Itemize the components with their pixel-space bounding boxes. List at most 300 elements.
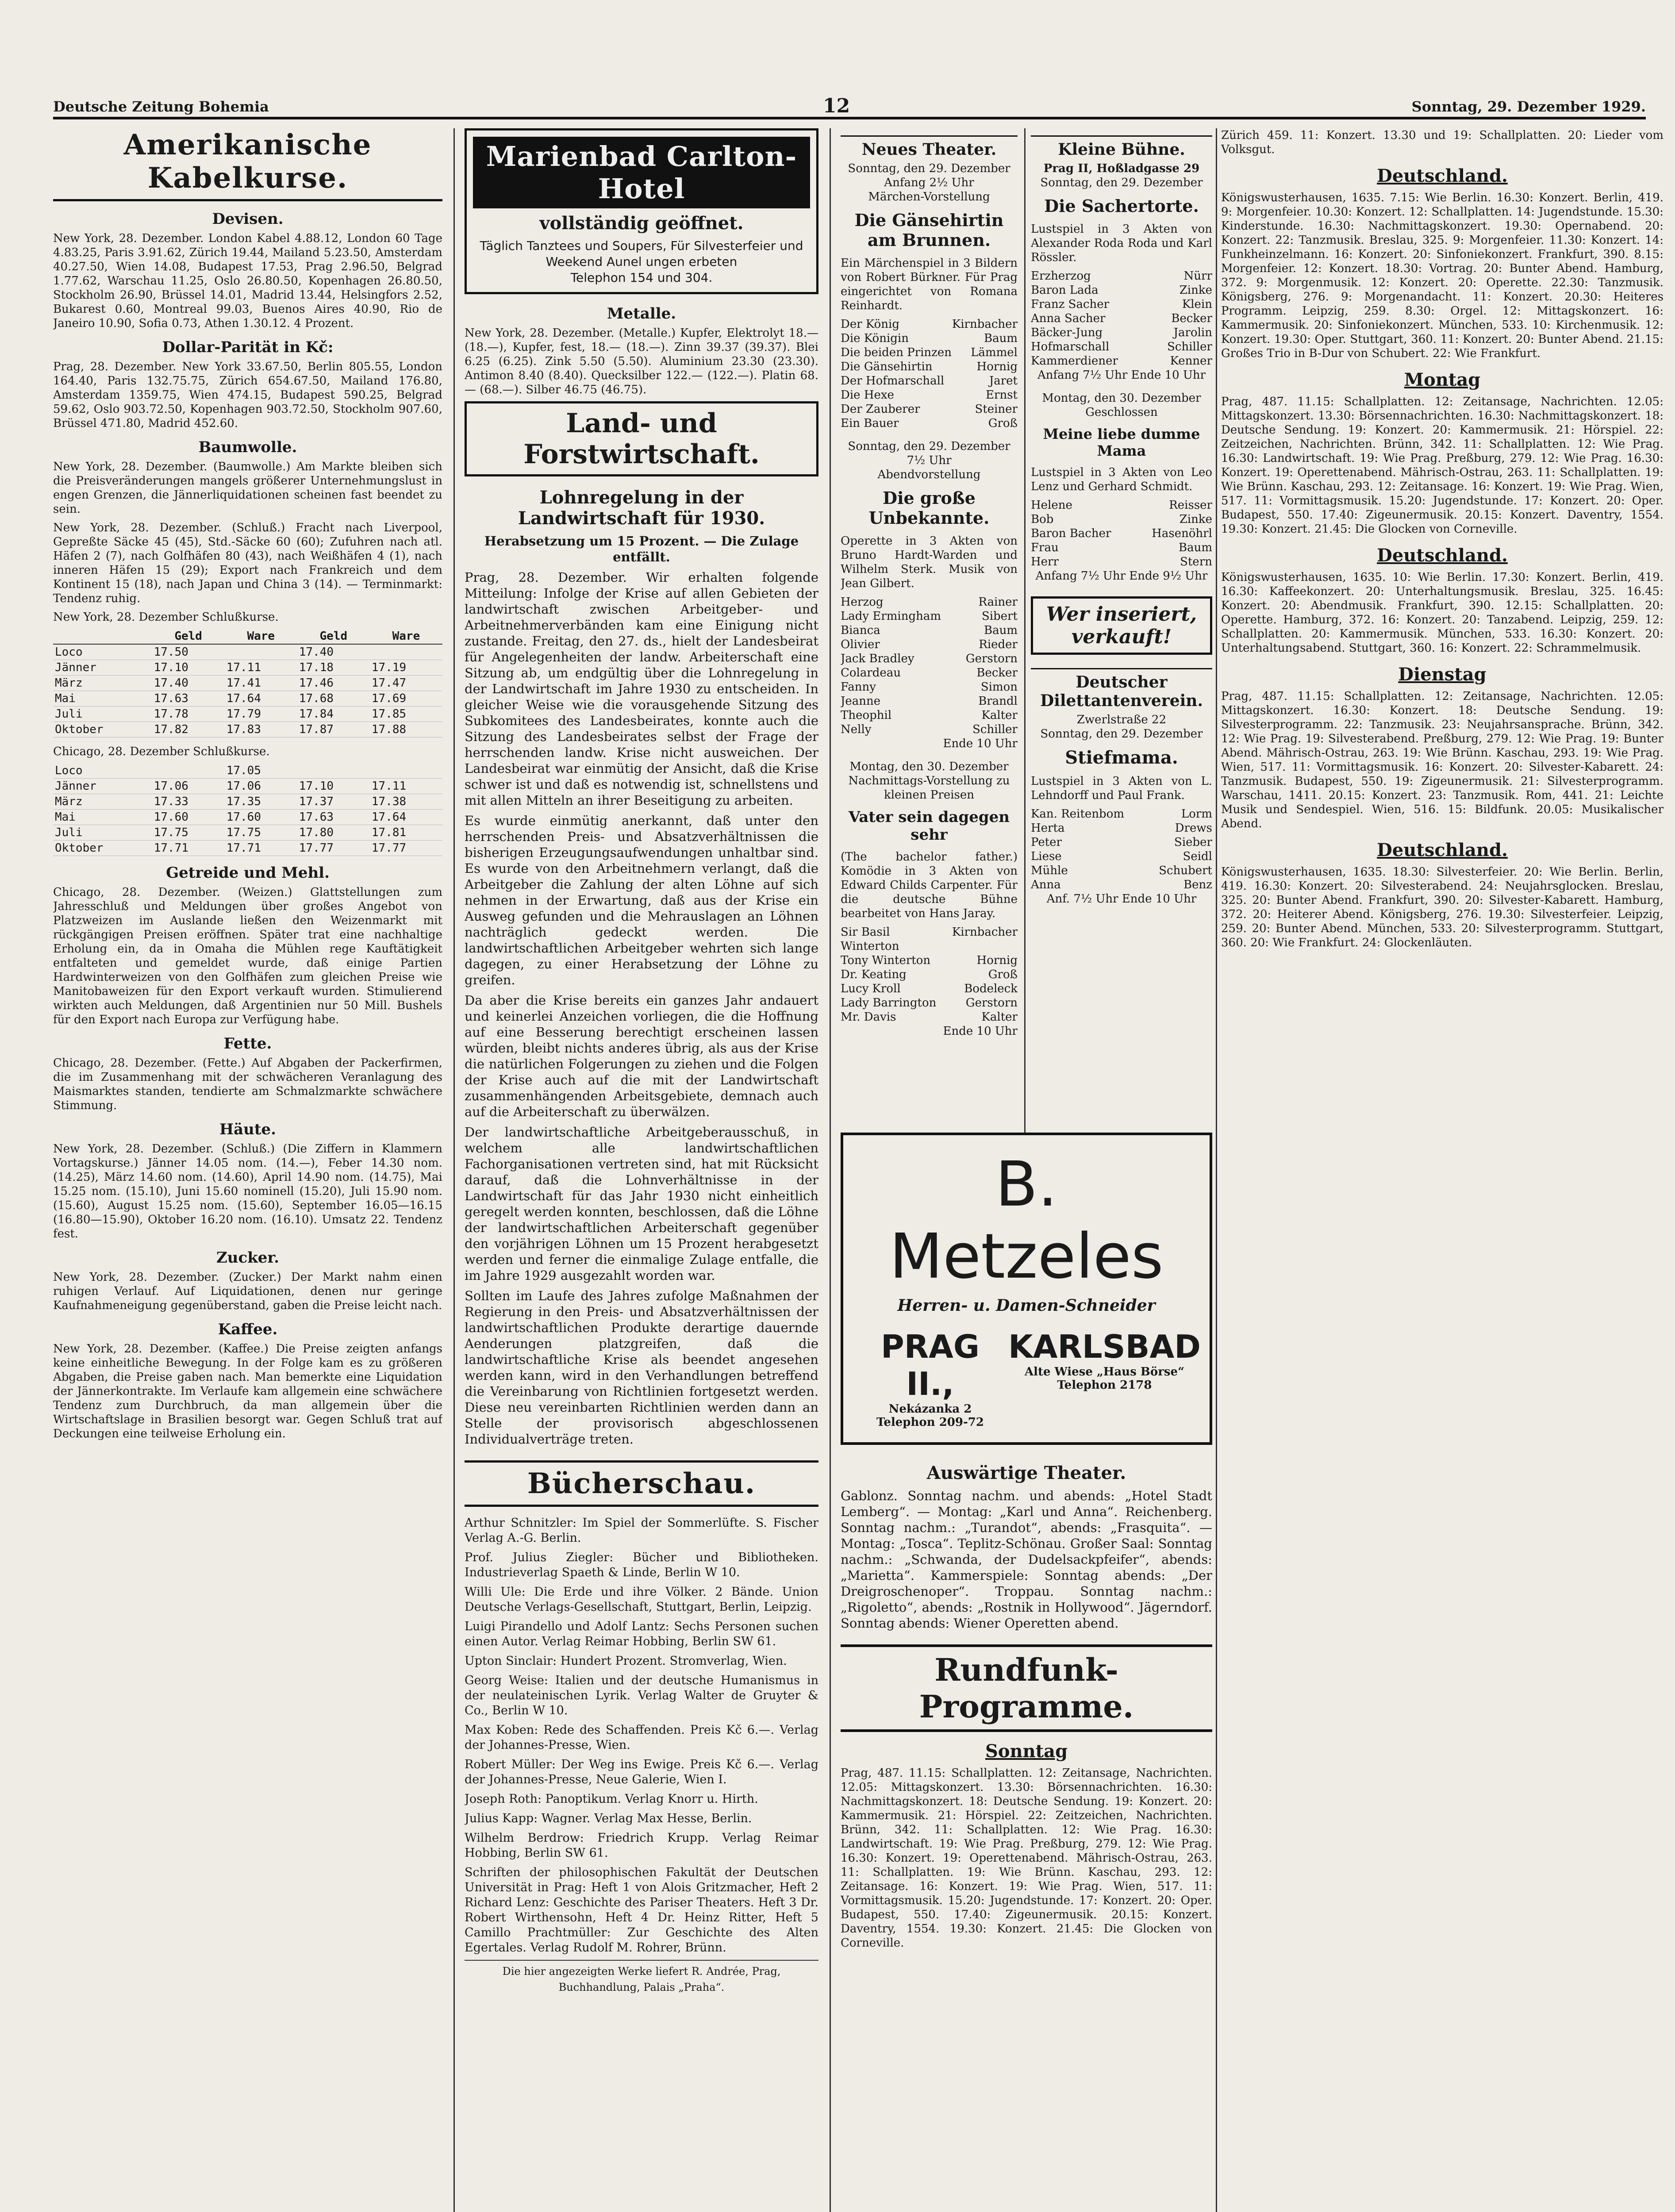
table-cell: Loco — [53, 763, 152, 779]
table-row — [53, 810, 442, 825]
cast-row — [841, 652, 1018, 666]
book-entry: Julius Kapp: Wagner. Verlag Max Hesse, Berlin. — [465, 1812, 752, 1825]
agri-paragraph: Der landwirtschaftliche Arbeitgeberausschuß, in welchem alle landwirtschaftlichen Fachorganisationen vertreten sind, hat mit Rücksicht darauf, daß die Lohnverhältnisse in der Landwirtschaft für das Jahr 1930 nicht einheitlich geregelt werden konnten, beschlossen, daß die Löhne der landwirtschaftlichen Arbeiterschaft gegenüber den vorjährigen Löhnen um 15 Prozent herabgesetzt werden und ferner die einmalige Zulage entfalle, die im Jahre 1929 ausgezahlt worden war. — [465, 1125, 818, 1283]
cast-role: Die Hexe — [841, 388, 894, 402]
table-row — [53, 841, 442, 856]
cast-row — [841, 666, 1018, 680]
table-cell: 17.64 — [370, 810, 442, 825]
column-agriculture — [465, 128, 818, 2212]
column-radio — [1221, 128, 1663, 2212]
table-cell: 17.63 — [152, 691, 225, 707]
cast-row — [1031, 849, 1212, 864]
cast-role: Olivier — [841, 638, 880, 651]
theatre-end-time: Anfang 7½ Uhr Ende 9½ Uhr — [1035, 569, 1208, 583]
cast-row — [1031, 311, 1212, 326]
table-cell: 17.81 — [370, 825, 442, 841]
table-cell: 17.41 — [225, 676, 297, 691]
table-cell: 17.11 — [225, 660, 297, 676]
cast-actor: Becker — [1171, 312, 1212, 325]
cast-actor: Kalter — [981, 709, 1018, 722]
hotel-ad-subtitle: vollständig geöffnet. — [539, 213, 744, 234]
book-entry: Max Koben: Rede des Schaffenden. Preis Kč 6.—. Verlag der Johannes-Presse, Wien. — [465, 1723, 818, 1752]
table-cell: 17.10 — [152, 660, 225, 676]
devisen-heading: Devisen. — [212, 210, 284, 228]
grain-heading: Getreide und Mehl. — [166, 864, 330, 882]
table-header: Ware — [225, 629, 297, 644]
cast-role: Sir Basil Winterton — [841, 926, 899, 953]
theatre-play-title: Vater sein dagegen sehr — [849, 808, 1010, 844]
table-cell — [225, 644, 297, 660]
table-cell: 17.40 — [152, 676, 225, 691]
table-row — [53, 707, 442, 722]
cast-actor: Ernst — [986, 388, 1018, 402]
cast-row — [1031, 512, 1212, 526]
table-cell: 17.75 — [152, 825, 225, 841]
dilettante-play: Stiefmama. — [1065, 747, 1178, 768]
metzeles-trade: Herren- u. Damen-Schneider — [897, 1296, 1156, 1315]
book-entry: Willi Ule: Die Erde und ihre Völker. 2 Bände. Union Deutsche Verlags-Gesellschaft, Stuttgart, Berlin, Leipzig. — [465, 1585, 818, 1614]
theatre-play-desc: Lustspiel in 3 Akten von Leo Lenz und Gerhard Schmidt. — [1031, 466, 1212, 493]
theatre-cast-list — [841, 317, 1018, 430]
cast-row — [1031, 283, 1212, 297]
table-cell: 17.46 — [297, 676, 370, 691]
book-entry: Wilhelm Berdrow: Friedrich Krupp. Verlag Reimar Hobbing, Berlin SW 61. — [465, 1831, 818, 1860]
hides-text: New York, 28. Dezember. (Schluß.) (Die Ziffern in Klammern Vortagskurse.) Jänner 14.05 nom. (14.—), Feber 14.30 nom. (14.25), März 14.60 nom. (14.60), April 14.90 nom. (14.75), Mai 15.25 nom. (15.10), Juni 15.60 nominell (15.20), Juli 15.90 nom. (15.60), August 15.25 nom. (15.60), September 16.05—16.15 (16.80—15.90), Oktober 16.20 nom. (16.10). Umsatz 22. Tendenz fest. — [53, 1142, 442, 1240]
agri-subtitle: Lohnregelung in der Landwirtschaft für 1930. — [518, 487, 765, 529]
cast-row — [841, 968, 1018, 982]
cast-actor: Seidl — [1183, 850, 1212, 863]
table-cell: 17.60 — [225, 810, 297, 825]
out-theatre-heading: Auswärtige Theater. — [926, 1463, 1126, 1483]
theatre-house-name: Kleine Bühne. — [1031, 135, 1212, 159]
cast-role: Franz Sacher — [1031, 298, 1110, 311]
table-cell: 17.37 — [297, 794, 370, 810]
cast-row — [841, 609, 1018, 623]
coffee-text: New York, 28. Dezember. (Kaffee.) Die Preise zeigten anfangs keine einheitliche Bewegung. In der Folge kam es zu größeren Abgaben, die Preise gaben nach. Man bemerkte eine Liquidation der Jännerkontrakte. Im Verlaufe kam allgemein eine schwächere Tendenz zum Durchbruch, da man allgemein über die Wirtschaftslage in Brasilien besorgt war. Gegen Schluß trat auf Deckungen eine teilweise Erholung ein. — [53, 1342, 442, 1440]
cotton-heading: Baumwolle. — [198, 438, 297, 456]
cast-role: Die Königin — [841, 332, 909, 345]
cast-row — [1031, 878, 1212, 892]
books-list — [465, 1516, 818, 1955]
theatre-play-title: Die Sachertorte. — [1044, 196, 1199, 216]
cast-row — [841, 680, 1018, 694]
cast-actor: Klein — [1182, 298, 1212, 311]
cast-role: Tony Winterton — [841, 954, 931, 967]
metzeles-city: KARLSBAD — [1008, 1328, 1201, 1365]
radio-day-monday: Montag — [1404, 369, 1481, 390]
cast-role: Helene — [1031, 499, 1072, 512]
theatre-cast-list — [841, 595, 1018, 737]
cast-actor: Kirnbacher — [952, 926, 1018, 939]
table-cell — [152, 763, 225, 779]
book-entry: Schriften der philosophischen Fakultät der Deutschen Universität in Prag: Heft 1 von Alois Gritzmacher, Heft 2 Richard Lenz: Geschichte des Pariser Theaters. Heft 3 Dr. Robert Wirthensohn, Heft 4 Dr. Heinz Ritter, Heft 5 Camillo Prachtmüller: Zur Geschichte des Alten Egertales. Verlag Rudolf M. Rohrer, Brünn. — [465, 1866, 818, 1955]
table-cell: 17.05 — [225, 763, 297, 779]
cast-row — [841, 402, 1018, 416]
table-cell: 17.18 — [297, 660, 370, 676]
dilettante-cast-list — [1031, 807, 1212, 892]
table-cell: 17.60 — [152, 810, 225, 825]
table-row — [53, 722, 442, 737]
cast-role: Bob — [1031, 513, 1054, 526]
radio-germany-tuesday: Königswusterhausen, 1635. 18.30: Silvesterfeier. 20: Wie Berlin. Berlin, 419. 16.30: Konzert. 20: Silvesterabend. 24: Neujahrsglocken. Breslau, 325. 20: Bunter Abend. Frankfurt, 390. 20: Silvester-Kabarett. Hamburg, 372. 20: Heiterer Abend. Königsberg, 276. 19.30: Silvesterfeier. Leipzig, 259. 20: Bunter Abend. München, 533. 20: Silvesterprogramm. Stuttgart, 360. 20: Wie Frankfurt. 24: Glockenläuten. — [1221, 865, 1663, 949]
cast-row — [841, 1010, 1018, 1024]
cast-row — [1031, 835, 1212, 849]
cast-row — [1031, 807, 1212, 821]
cast-role: Lady Ermingham — [841, 610, 941, 623]
theatre-note: Geschlossen — [1085, 406, 1158, 419]
column-finance — [53, 128, 442, 2212]
cast-row — [841, 317, 1018, 331]
table-cell — [297, 763, 370, 779]
table-cell: 17.64 — [225, 691, 297, 707]
agri-title: Land- und Forstwirtschaft. — [523, 408, 760, 470]
metzeles-address: Nekázanka 2 — [888, 1402, 972, 1416]
cast-row — [841, 637, 1018, 652]
fats-text: Chicago, 28. Dezember. (Fette.) Auf Abgaben der Packerfirmen, die im Zusammenhang mit der schwächeren Veranlagung des Maismarktes standen, tendierte am Schmalzmarkte schwächere Stimmung. — [53, 1056, 442, 1112]
dollar-text: Prag, 28. Dezember. New York 33.67.50, Berlin 805.55, London 164.40, Paris 132.75.75, Zürich 654.67.50, Mailand 176.80, Amsterdam 1359.75, Wien 474.15, Budapest 590.25, Belgrad 59.62, Oslo 903.72.50, Kopenhagen 903.72.50, Stockholm 907.60, Brüssel 471.80, Madrid 452.60. — [53, 360, 442, 430]
books-footer: Die hier angezeigten Werke liefert R. Andrée, Prag, Buchhandlung, Palais „Praha“. — [465, 1960, 818, 1995]
table-cell: 17.40 — [297, 644, 370, 660]
grain-text: Chicago, 28. Dezember. (Weizen.) Glattstellungen zum Jahresschluß und Meldungen über großes Angebot von Platzweizen im Auslande ließen den Weizenmarkt mit rückgängigen Preisen eröffnen. Später trat eine nachhaltige Erholung ein, da in Omaha die Mühlen rege Kauftätigkeit entfalteten und gemeldet wurde, daß einige Partien Hardwinterweizen von den Golfhäfen zum gleichen Preise wie Manitobaweizen für den Export verkauft wurden. Stimulierend wirkten auch Meldungen, daß Argentinien nur 50 Mill. Bushels für den Export nach Europa zur Verfügung habe. — [53, 886, 442, 1026]
metals-text: New York, 28. Dezember. (Metalle.) Kupfer, Elektrolyt 18.— (18.—), Kupfer, fest, 18.— (18.—). Zinn 39.37 (39.37). Blei 6.25 (6.25). Zink 5.50 (5.50). Aluminium 23.30 (23.30). Antimon 8.40 (8.40). Quecksilber 122.— (122.—). Platin 68.— (68.—). Silber 46.75 (46.75). — [465, 326, 818, 396]
agri-paragraph: Es wurde einmütig anerkannt, daß unter den herrschenden Preis- und Absatzverhältnissen die bisherigen Erzeugungsaufwendungen unhaltbar sind. Es wurde von den Arbeitnehmern verlangt, daß die Arbeitgeber die Zahlung der alten Löhne auf sich nehmen in der Erwartung, daß aus der Krise ein Ausweg gefunden und die Mehrauslagen an Löhnen nachträglich gedeckt werden. Die landwirtschaftlichen Arbeitgeber wehrten sich lange dagegen, zu einer Herabsetzung der Löhne zu greifen. — [465, 813, 818, 987]
cast-role: Der Hofmarschall — [841, 374, 945, 388]
hotel-ad-title: Marienbad Carlton-Hotel — [473, 137, 810, 208]
books-title: Bücherschau. — [465, 1460, 818, 1507]
table-cell: 17.87 — [297, 722, 370, 737]
radio-tuesday-text: Prag, 487. 11.15: Schallplatten. 12: Zeitansage, Nachrichten. 12.05: Mittagskonzert. 16.30: Konzert. 18: Deutsche Sendung. 19: Silvesterprogramm. 22: Tanzmusik. 23: Neujahrsansprache. Brünn, 342. 12: Wie Prag. 19: Silvesterabend. Preßburg, 279. 12: Wie Prag. 19: Bunter Abend. Mährisch-Ostrau, 263. 19: Wie Brünn. Kaschau, 293. 19: Wie Prag. Wien, 517. 11: Vormittagsmusik. 16: Konzert. 20: Silvester-Kabarett. 24: Tanzmusik. Budapest, 550. 19: Zigeunermusik. 21: Silvesterprogramm. Warschau, 1411. 20.15: Konzert. 23: Tanzmusik. Rom, 441. 21: Leichte Musik und Sendespiel. Wien, 516. 15: Bildfunk. 20.05: Musikalischer Abend. — [1221, 690, 1663, 830]
cast-role: Fanny — [841, 680, 876, 694]
table-cell: 17.50 — [152, 644, 225, 660]
dilettante-date: Sonntag, den 29. Dezember — [1040, 727, 1203, 741]
table-row — [53, 676, 442, 691]
table-cell: März — [53, 676, 152, 691]
masthead-date: Sonntag, 29. Dezember 1929. — [1411, 98, 1646, 115]
metzeles-city: PRAG II., — [880, 1328, 980, 1402]
cast-actor: Kalter — [981, 1010, 1018, 1024]
table-cell: 17.63 — [297, 810, 370, 825]
cast-actor: Groß — [988, 968, 1018, 981]
cast-actor: Zinke — [1179, 513, 1212, 526]
cast-row — [841, 722, 1018, 737]
metzeles-location-karlsbad — [1008, 1328, 1201, 1429]
cast-role: Baron Lada — [1031, 284, 1099, 297]
cast-actor: Baum — [1178, 541, 1212, 554]
radio-sunday-text: Prag, 487. 11.15: Schallplatten. 12: Zeitansage, Nachrichten. 12.05: Mittagskonzert. 13.30: Börsennachrichten. 16.30: Nachmittagskonzert. 18: Deutsche Sendung. 19: Konzert. 20: Kammermusik. 21: Hörspiel. 22: Zeitzeichen, Nachrichten. Brünn, 342. 11: Schallplatten. 12: Wie Prag. 16.30: Landwirtschaft. 19: Wie Prag. Preßburg, 279. 12: Wie Prag. 16.30: Konzert. 19: Operettenabend. Mährisch-Ostrau, 263. 11: Schallplatten. 19: Wie Brünn. Kaschau, 293. 12: Zeitansage. 16: Konzert. 19: Wie Prag. Wien, 517. 11: Vormittagsmusik. 15.20: Jugendstunde. 17: Konzert. 20: Oper. Budapest, 550. 17.40: Zigeunermusik. 20.15: Konzert. Daventry, 1554. 19.30: Konzert. 21.45: Die Glocken von Corneville. — [841, 1767, 1212, 1950]
theatre-play-desc: Ein Märchenspiel in 3 Bildern von Robert Bürkner. Für Prag eingerichtet von Romana Reinhardt. — [841, 257, 1018, 312]
cast-actor: Lorm — [1181, 807, 1212, 821]
cast-role: Bäcker-Jung — [1031, 326, 1103, 339]
cast-role: Anna Sacher — [1031, 312, 1106, 325]
table-row — [53, 794, 442, 810]
table-cell: 17.83 — [225, 722, 297, 737]
cast-role: Die beiden Prinzen — [841, 346, 952, 359]
table-cell: Mai — [53, 691, 152, 707]
cast-row — [841, 996, 1018, 1010]
cast-actor: Rainer — [978, 595, 1018, 609]
cast-actor: Groß — [988, 417, 1018, 430]
metzeles-address: Alte Wiese „Haus Börse“ — [1024, 1365, 1185, 1379]
insert-banner: Wer inseriert, verkauft! — [1031, 596, 1212, 655]
book-entry: Luigi Pirandello und Adolf Lantz: Sechs Personen suchen einen Autor. Verlag Reimar Hobbing, Berlin SW 61. — [465, 1620, 818, 1648]
cast-role: Frau — [1031, 541, 1059, 554]
table-cell — [370, 763, 442, 779]
cast-role: Colardeau — [841, 666, 901, 680]
table-cell: 17.77 — [297, 841, 370, 856]
cast-actor: Nürr — [1183, 269, 1212, 283]
cast-actor: Drews — [1175, 822, 1212, 835]
cast-role: Mr. Davis — [841, 1010, 896, 1024]
table-cell: 17.80 — [297, 825, 370, 841]
cast-row — [841, 388, 1018, 402]
table-row — [53, 779, 442, 794]
fats-heading: Fette. — [223, 1035, 272, 1052]
table-cell: 17.38 — [370, 794, 442, 810]
theatre-house-name: Neues Theater. — [841, 135, 1018, 159]
book-entry: Robert Müller: Der Weg ins Ewige. Preis Kč 6.—. Verlag der Johannes-Presse, Neue Galerie, Wien I. — [465, 1758, 818, 1786]
cast-role: Kammerdiener — [1031, 354, 1118, 368]
table-cell: 17.85 — [370, 707, 442, 722]
table-cell: 17.06 — [152, 779, 225, 794]
cast-row — [841, 374, 1018, 388]
table-header: Geld — [297, 629, 370, 644]
cast-actor: Simon — [980, 680, 1018, 694]
cast-row — [841, 982, 1018, 996]
table-cell: Mai — [53, 810, 152, 825]
cast-role: Herzog — [841, 595, 884, 609]
theatre-end-time: Ende 10 Uhr — [943, 737, 1018, 750]
cast-role: Kan. Reitenbom — [1031, 807, 1125, 821]
hotel-ad-text: Täglich Tanztees und Soupers, Für Silvesterfeier und Weekend Aunel ungen erbeten — [480, 238, 803, 269]
book-entry: Georg Weise: Italien und der deutsche Humanismus in der neulateinischen Lyrik. Verlag Walter de Gruyter & Co., Berlin W 10. — [465, 1674, 818, 1717]
lower-mid-block — [841, 1133, 1212, 2212]
cast-row — [841, 694, 1018, 708]
theatre-play-desc: (The bachelor father.) Komödie in 3 Akten von Edward Childs Carpenter. Für die deutsche Bühne bearbeitet von Hans Jaray. — [841, 850, 1018, 920]
cast-row — [1031, 541, 1212, 555]
cotton-text-2: New York, 28. Dezember. (Schluß.) Fracht nach Liverpool, Gepreßte Säcke 45 (45), Std.-Säcke 60 (60); Zufuhren nach atl. Häfen 2 (7), nach Golfhäfen 80 (43), nach Weißhäfen 4 (1), nach inneren Häfen 15 (29); Export nach Frankreich und dem Kontinent 15 (18), nach Japan und China 3 (14). — Terminmarkt: Tendenz ruhig. — [53, 521, 442, 605]
sugar-text: New York, 28. Dezember. (Zucker.) Der Markt nahm einen ruhigen Verlauf. Auf Liquidationen, denen nur geringe Kaufnahmeneigung gegenüberstand, gaben die Preise leicht nach. — [53, 1271, 442, 1312]
theatre-address: Prag II, Hoßladgasse 29 — [1043, 162, 1200, 175]
table-cell: 17.10 — [297, 779, 370, 794]
agri-header-box — [465, 401, 818, 476]
table-cell: 17.82 — [152, 722, 225, 737]
cast-actor: Gerstorn — [965, 652, 1018, 665]
cast-actor: Hornig — [976, 360, 1018, 373]
cast-role: Nelly — [841, 723, 872, 736]
radio-monday-text: Prag, 487. 11.15: Schallplatten. 12: Zeitansage, Nachrichten. 12.05: Mittagskonzert. 13.30: Börsennachrichten. 16.30: Nachmittagskonzert. 18: Deutsche Sendung. 19: Konzert. 20: Kammermusik. 21: Hörspiel. 22: Zeitzeichen, Nachrichten. Brünn, 342. 11: Schallplatten. 12: Wie Prag. 16.30: Landwirtschaft. 19: Wie Prag. Preßburg, 279. 12: Wie Prag. 16.30: Konzert. 19: Operettenabend. Mährisch-Ostrau, 263. 11: Schallplatten. 19: Wie Brünn. Kaschau, 293. 12: Zeitansage. 16: Konzert. 19: Wie Prag. Wien, 517. 11: Vormittagsmusik. 15.20: Jugendstunde. 17: Konzert. 20: Oper. Budapest, 550. 17.40: Zigeunermusik. 20.15: Konzert. Daventry, 1554. 19.30: Konzert. 21.45: Die Glocken von Corneville. — [1221, 395, 1663, 536]
theatre-end-time: Anfang 7½ Uhr Ende 10 Uhr — [1037, 369, 1206, 382]
table-row — [53, 644, 442, 660]
cast-actor: Becker — [976, 666, 1018, 680]
cast-actor: Schiller — [1167, 340, 1212, 353]
cast-role: Herr — [1031, 555, 1059, 568]
table-cell: Jänner — [53, 779, 152, 794]
cast-actor: Sieber — [1174, 836, 1212, 849]
cast-role: Liese — [1031, 850, 1062, 863]
book-entry: Joseph Roth: Panoptikum. Verlag Knorr u. Hirth. — [465, 1792, 758, 1806]
cast-row — [1031, 354, 1212, 368]
sugar-heading: Zucker. — [216, 1249, 280, 1267]
book-entry: Prof. Julius Ziegler: Bücher und Bibliotheken. Industrieverlag Spaeth & Linde, Berlin W 10. — [465, 1551, 818, 1579]
cast-actor: Kenner — [1170, 354, 1212, 368]
cast-actor: Zinke — [1179, 284, 1212, 297]
table-cell: 17.88 — [370, 722, 442, 737]
cast-actor: Benz — [1183, 878, 1212, 891]
coffee-heading: Kaffee. — [218, 1321, 278, 1338]
metzeles-advertisement — [841, 1133, 1212, 1445]
radio-intro: Zürich 459. 11: Konzert. 13.30 und 19: Schallplatten. 20: Lieder vom Volksgut. — [1221, 129, 1663, 156]
agri-paragraph: Da aber die Krise bereits ein ganzes Jahr andauert und keinerlei Anzeichen vorliegen, die die Hoffnung auf eine Besserung berechtigt erscheinen lassen würden, bleibt nichts anderes übrig, als aus der Krise die natürlichen Folgerungen zu ziehen und die Folgen der Krise auch auf die mit der Landwirtschaft zusammenhängenden Arbeitsgebiete, demnach auch auf die Arbeiterschaft zu überwälzen. — [465, 993, 818, 1119]
cast-role: Bianca — [841, 624, 880, 637]
cast-actor: Kirnbacher — [952, 318, 1018, 331]
theatre-note: Abendvorstellung — [877, 468, 981, 481]
out-theatre-text: Gablonz. Sonntag nachm. und abends: „Hotel Stadt Lemberg“. — Montag: „Karl und Anna“. Reichenberg. Sonntag nachm.: „Turandot“, abends: „Frasquita“. — Montag: „Tosca“. Teplitz-Schönau. Großer Saal: Sonntag nachm.: „Schwanda, der Dudelsackpfeifer“, abends: „Marietta“. Kammerspiele: Sonntag abends: „Der Dreigroschenoper“. Troppau. Sonntag nachm.: „Rigoletto“, abends: „Rostnik in Hollywood“. Jägerndorf. Sonntag abends: Wiener Operetten abend. — [841, 1488, 1212, 1631]
cast-role: Hofmarschall — [1031, 340, 1110, 353]
cast-actor: Reisser — [1169, 499, 1212, 512]
cast-actor: Schiller — [972, 723, 1018, 736]
cast-role: Jack Bradley — [841, 652, 914, 665]
cast-actor: Jaret — [989, 374, 1018, 388]
cast-role: Baron Bacher — [1031, 527, 1111, 540]
table-cell: 17.47 — [370, 676, 442, 691]
masthead-page-number: 12 — [823, 95, 850, 117]
cast-row — [1031, 269, 1212, 283]
cast-role: Mühle — [1031, 864, 1068, 877]
radio-heading-germany: Deutschland. — [1377, 545, 1508, 566]
cast-row — [841, 331, 1018, 346]
cotton-table-chicago — [53, 763, 442, 856]
theatre-cast-list — [1031, 498, 1212, 569]
cast-actor: Rieder — [979, 638, 1018, 651]
cotton-text: New York, 28. Dezember. (Baumwolle.) Am Markte bleiben sich die Preisveränderungen mangels größerer Unternehmungslust in engen Grenzen, die Jännerliquidationen scheinen fast beendet zu sein. — [53, 460, 442, 516]
cast-actor: Jarolin — [1173, 326, 1212, 339]
hides-heading: Häute. — [219, 1121, 277, 1138]
table-cell: 17.78 — [152, 707, 225, 722]
metzeles-name: B. Metzeles — [889, 1148, 1164, 1293]
table-cell: 17.71 — [225, 841, 297, 856]
metzeles-locations — [852, 1328, 1201, 1429]
table-cell: Jänner — [53, 660, 152, 676]
metzeles-phone: Telephon 2178 — [1057, 1379, 1152, 1392]
table-cell: März — [53, 794, 152, 810]
cotton-table-newyork — [53, 629, 442, 737]
table-row — [53, 691, 442, 707]
dilettante-end: Anf. 7½ Uhr Ende 10 Uhr — [1046, 892, 1197, 906]
cast-actor: Steiner — [975, 403, 1018, 416]
cast-role: Theophil — [841, 709, 892, 722]
theatre-play-desc: Lustspiel in 3 Akten von Alexander Roda Roda und Karl Rössler. — [1031, 223, 1212, 264]
cast-row — [841, 708, 1018, 722]
cast-row — [841, 346, 1018, 360]
cast-actor: Hornig — [976, 954, 1018, 967]
table-cell: 17.77 — [370, 841, 442, 856]
table-cell: 17.35 — [225, 794, 297, 810]
cast-row — [841, 595, 1018, 609]
cast-actor: Sibert — [981, 610, 1018, 623]
cast-role: Herta — [1031, 822, 1065, 835]
table-cell: 17.84 — [297, 707, 370, 722]
book-entry: Arthur Schnitzler: Im Spiel der Sommerlüfte. S. Fischer Verlag A.-G. Berlin. — [465, 1516, 818, 1545]
radio-heading-germany: Deutschland. — [1377, 840, 1508, 860]
column-rule — [1216, 128, 1217, 2212]
table-cell: 17.19 — [370, 660, 442, 676]
table-header: Geld — [152, 629, 225, 644]
table-row — [53, 825, 442, 841]
metzeles-location-prag — [852, 1328, 1008, 1429]
cast-actor: Hasenöhrl — [1152, 527, 1212, 540]
theatre-end-time: Ende 10 Uhr — [943, 1025, 1018, 1038]
cast-row — [841, 416, 1018, 430]
hotel-ad-phone: Telephon 154 und 304. — [570, 270, 713, 285]
theatre-note: Märchen-Vorstellung — [868, 190, 990, 204]
cast-actor: Gerstorn — [965, 996, 1018, 1010]
metals-heading: Metalle. — [607, 305, 676, 323]
dollar-heading: Dollar-Parität in Kč: — [162, 338, 334, 356]
cast-role: Erzherzog — [1031, 269, 1091, 283]
table-cell: 17.11 — [370, 779, 442, 794]
cast-actor: Brandl — [978, 695, 1018, 708]
theatre-date: Montag, den 30. Dezember — [849, 760, 1009, 773]
table-header — [53, 629, 152, 644]
book-entry: Upton Sinclair: Hundert Prozent. Stromverlag, Wien. — [465, 1654, 787, 1668]
cast-row — [841, 953, 1018, 968]
table-row — [53, 660, 442, 676]
theatre-date: Montag, den 30. Dezember — [1042, 392, 1201, 405]
cast-row — [1031, 326, 1212, 340]
theatre-cast-list — [1031, 269, 1212, 368]
table-cell: Oktober — [53, 841, 152, 856]
radio-heading-germany: Deutschland. — [1377, 165, 1508, 186]
cast-role: Der König — [841, 318, 900, 331]
table-cell: 17.71 — [152, 841, 225, 856]
cast-actor: Stern — [1180, 555, 1212, 568]
cast-role: Jeanne — [841, 695, 881, 708]
theatre-date: Sonntag, den 29. Dezember — [1040, 176, 1203, 189]
theatre-cast-list — [841, 925, 1018, 1024]
cotton-table-caption: New York, 28. Dezember Schlußkurse. — [53, 611, 279, 624]
agri-paragraph: Prag, 28. Dezember. Wir erhalten folgende Mitteilung: Infolge der Krise auf allen Gebieten der landwirtschaft zwischen Arbeitgeber- und Arbeitnehmerverbänden kam eine Einigung nicht zustande. Freitag, den 27. ds., hielt der Landesbeirat für Angelegenheiten der landw. Arbeiterschaft eine Sitzung ab, um endgültig über die Lohnregelung in der Landwirtschaft im Jahre 1930 zu entscheiden. In gleicher Weise wie die vorausgehende Sitzung des Subkomitees des Landesbeirates, konnte auch die Sitzung des Landesbeirates selbst der Frage der herrschenden landw. Krise nicht ausweichen. Der Landesbeirat war einmütig der Ansicht, daß die Krise schwer ist und daß es notwendig ist, schnellstens und mit allen Mitteln an ihrer Beseitigung zu arbeiten. — [465, 570, 818, 808]
cast-role: Ein Bauer — [841, 417, 899, 430]
table-cell: 17.79 — [225, 707, 297, 722]
hotel-advertisement — [465, 128, 818, 294]
cast-role: Der Zauberer — [841, 403, 920, 416]
cast-row — [1031, 555, 1212, 569]
table-header: Ware — [370, 629, 442, 644]
table-cell: Juli — [53, 825, 152, 841]
theatre-play-title: Die Gänsehirtin am Brunnen. — [854, 210, 1004, 250]
theatre-note: Nachmittags-Vorstellung zu kleinen Preisen — [848, 774, 1010, 802]
radio-day-sunday: Sonntag — [985, 1741, 1068, 1762]
table-cell: 17.69 — [370, 691, 442, 707]
cast-row — [841, 925, 1018, 953]
dilettante-desc: Lustspiel in 3 Akten von L. Lehndorff und Paul Frank. — [1031, 775, 1212, 802]
radio-germany-monday: Königswusterhausen, 1635. 10: Wie Berlin. 17.30: Konzert. Berlin, 419. 16.30: Kaffeekonzert. 20: Unterhaltungsmusik. Breslau, 325. 16.45: Konzert. 20: Abendmusik. Frankfurt, 390. 12.15: Schallplatten. 20: Operette. Hamburg, 372. 16: Konzert. 20: Tanzabend. Leipzig, 259. 12: Schallplatten. 20: Kammermusik. München, 533. 16.30: Konzert. 20: Unterhaltungsabend. Stuttgart, 360. 16: Konzert. 22: Schrammelmusik. — [1221, 571, 1663, 655]
table-cell: Oktober — [53, 722, 152, 737]
cast-row — [1031, 498, 1212, 512]
radio-day-tuesday: Dienstag — [1398, 664, 1487, 685]
devisen-text: New York, 28. Dezember. London Kabel 4.88.12, London 60 Tage 4.83.25, Paris 3.91.62, Zürich 19.44, Mailand 5.23.50, Amsterdam 40.27.50, Wien 14.08, Budapest 17.53, Prag 2.96.50, Belgrad 1.77.62, Warschau 11.25, Oslo 26.80.50, Kopenhagen 26.80.50, Stockholm 26.90, Brüssel 14.01, Madrid 13.44, Helsingfors 2.52, Bukarest 0.60, Montreal 99.03, Buenos Aires 40.90, Rio de Janeiro 10.90, Sofia 0.73, Athen 1.30.12. 4 Prozent. — [53, 232, 442, 330]
masthead-paper-name: Deutsche Zeitung Bohemia — [53, 98, 269, 115]
cast-role: Dr. Keating — [841, 968, 907, 981]
column-rule — [453, 128, 455, 2212]
dilettante-address: Zwerlstraße 22 — [1076, 713, 1167, 726]
table-cell — [370, 644, 442, 660]
cast-row — [1031, 821, 1212, 835]
cast-row — [1031, 340, 1212, 354]
agri-paragraph: Sollten im Laufe des Jahres zufolge Maßnahmen der Regierung in den Preis- und Absatzverhältnissen der landwirtschaftlichen Produkte derartige dauernde Aenderungen platzgreifen, daß die landwirtschaftliche Krise als beendet angesehen werden kann, wird in den Verhandlungen betreffend die Vereinbarung von Richtlinien fortgesetzt werden. Diese neu vereinbarten Richtlinien werden dann an Stelle der provisorisch abgeschlossenen Individualverträge treten. — [465, 1288, 818, 1447]
table-cell: 17.68 — [297, 691, 370, 707]
agri-lead: Herabsetzung um 15 Prozent. — Die Zulage entfällt. — [484, 534, 799, 565]
